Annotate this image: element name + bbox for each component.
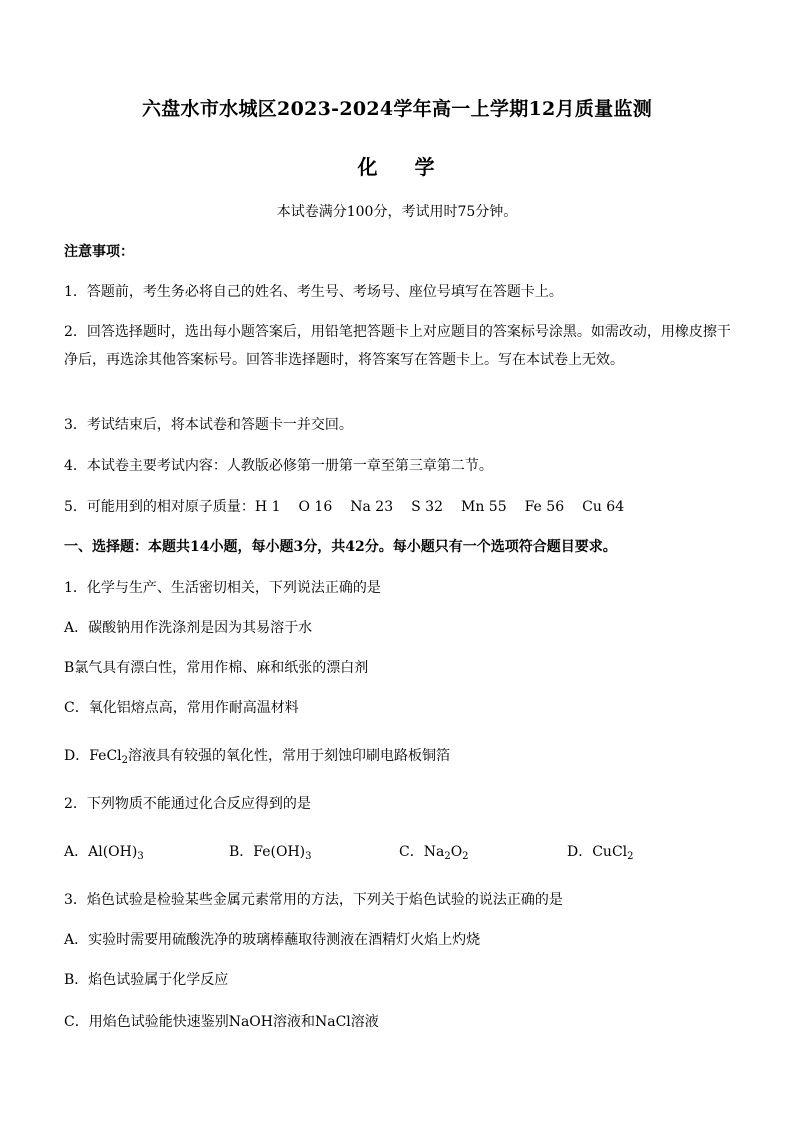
question-2-option-c	[399, 838, 567, 866]
question-2-option-a	[64, 838, 229, 866]
subscript: 3	[137, 851, 144, 862]
note-item-4: 4．本试卷主要考试内容：人教版必修第一册第一章至第三章第二节。	[64, 458, 493, 474]
question-1-option-b: B氯气具有漂白性，常用作棉、麻和纸张的漂白剂	[64, 660, 369, 676]
option-label: A．Al(OH)	[64, 844, 138, 860]
question-2-stem: 2．下列物质不能通过化合反应得到的是	[64, 796, 311, 812]
atomic-mass-fe: Fe 56	[524, 499, 565, 515]
note-item-2: 2．回答选择题时，选出每小题答案后，用铅笔把答题卡上对应题目的答案标号涂黑。如需改动，用橡皮擦干净后，再选涂其他答案标号。回答非选择题时，将答案写在答题卡上。写在本试卷上无效。	[64, 324, 731, 368]
question-2-option-b	[229, 838, 399, 866]
question-3-option-b: B．焰色试验属于化学反应	[64, 972, 229, 988]
question-2-options	[64, 838, 740, 866]
question-1-stem: 1．化学与生产、生活密切相关，下列说法正确的是	[64, 580, 381, 596]
question-3-option-c: C．用焰色试验能快速鉴别NaOH溶液和NaCl溶液	[64, 1014, 379, 1030]
atomic-mass-na: Na 23	[350, 499, 394, 515]
option-d-formula: D．FeCl	[64, 748, 122, 764]
subscript: 2	[462, 851, 469, 862]
option-d-text: 溶液具有较强的氧化性，常用于刻蚀印刷电路板铜箔	[128, 748, 451, 764]
subject-title: 化 学	[357, 155, 437, 179]
note-item-3: 3．考试结束后，将本试卷和答题卡一并交回。	[64, 417, 353, 433]
question-3-option-a: A．实验时需要用硫酸洗净的玻璃棒蘸取待测液在酒精灯火焰上灼烧	[64, 932, 481, 948]
atomic-mass-mn: Mn 55	[460, 499, 507, 515]
question-2-option-d	[567, 838, 634, 866]
atomic-mass-h: H 1	[254, 499, 281, 515]
option-label: D．CuCl	[567, 844, 628, 860]
question-3-stem: 3．焰色试验是检验某些金属元素常用的方法，下列关于焰色试验的说法正确的是	[64, 892, 563, 908]
atomic-mass-prefix: 5．可能用到的相对原子质量：	[64, 499, 255, 515]
subscript: 2	[627, 851, 634, 862]
question-1-option-d	[64, 742, 740, 770]
notes-heading: 注意事项：	[64, 244, 134, 260]
subscript: 2	[444, 851, 451, 862]
score-time-line: 本试卷满分100分，考试用时75分钟。	[276, 204, 518, 220]
atomic-mass-s: S 32	[411, 499, 443, 515]
question-1-option-a: A．碳酸钠用作洗涤剂是因为其易溶于水	[64, 620, 313, 636]
subscript: 3	[305, 851, 312, 862]
note-item-1: 1．答题前，考生务必将自己的姓名、考生号、考场号、座位号填写在答题卡上。	[64, 284, 563, 300]
section-heading: 一、选择题：本题共14小题，每小题3分，共42分。每小题只有一个选项符合题目要求。	[64, 539, 617, 555]
question-1-option-c: C．氧化铝熔点高，常用作耐高温材料	[64, 700, 299, 716]
atomic-mass-o: O 16	[298, 499, 333, 515]
exam-title: 六盘水市水城区2023-2024学年高一上学期12月质量监测	[141, 98, 653, 120]
option-label: B．Fe(OH)	[229, 844, 306, 860]
subscript: 2	[121, 755, 129, 766]
note-item-5	[64, 493, 740, 521]
option-label: O	[450, 844, 463, 860]
atomic-mass-cu: Cu 64	[582, 499, 625, 515]
option-label: C．Na	[399, 844, 445, 860]
